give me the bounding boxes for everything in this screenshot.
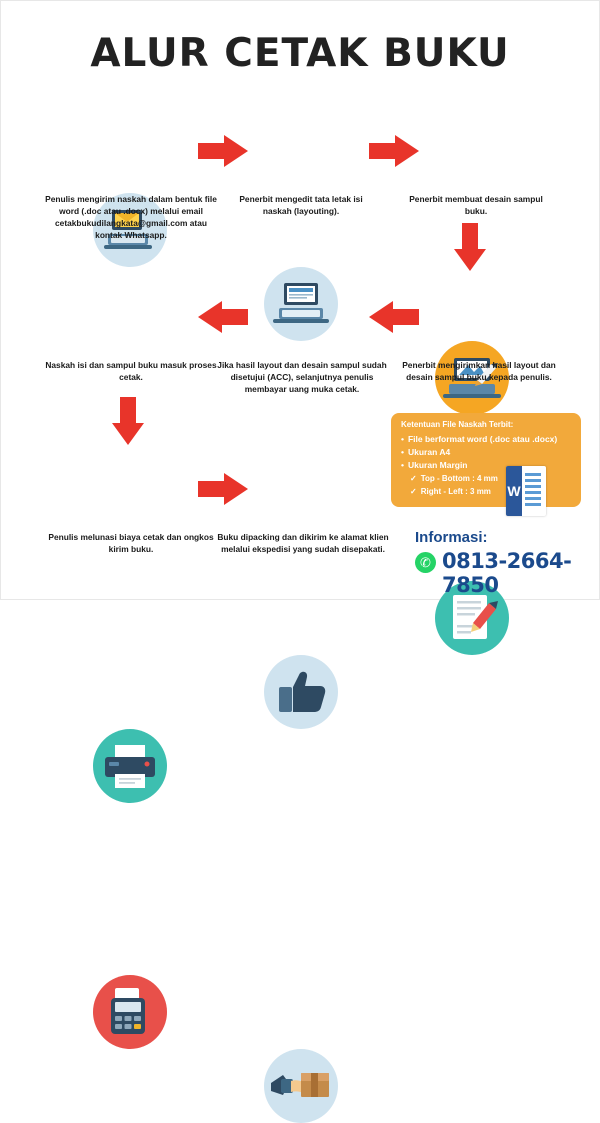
note-subitem: ✓ Right - Left : 3 mm xyxy=(410,487,491,496)
note-heading: Ketentuan File Naskah Terbit: xyxy=(401,420,514,429)
step-7-caption: Penulis melunasi biaya cetak dan ongkos kirim buku. xyxy=(48,532,214,554)
bullet-icon: • xyxy=(401,460,404,470)
step-1-caption: Penulis mengirim naskah dalam bentuk file word (.doc atau .docx) melalui email cetakbukudilangkata@gmail.com atau kontak Whatsapp. xyxy=(45,194,217,240)
arrow-left-1 xyxy=(369,301,421,337)
laptop-layout-icon xyxy=(270,280,332,328)
word-document-icon xyxy=(506,466,546,516)
arrow-right-3 xyxy=(198,473,250,509)
contact-phone[interactable]: 0813-2664-7850 xyxy=(442,549,572,597)
bullet-icon: • xyxy=(401,447,404,457)
step-4-caption: Penerbit mengirimkan hasil layout dan desain sampul buku kepada penulis. xyxy=(402,360,556,382)
printer-icon xyxy=(99,741,161,791)
page-title: ALUR CETAK BUKU xyxy=(90,31,510,76)
arrow-left-2 xyxy=(198,301,250,337)
contact-label: Informasi: xyxy=(415,529,488,546)
step-5-caption: Jika hasil layout dan desain sampul sudah disetujui (ACC), selanjutnya penulis membayar uang muka cetak. xyxy=(217,360,387,394)
note-item: • Ukuran Margin xyxy=(401,460,468,470)
check-icon: ✓ xyxy=(410,487,417,496)
step-6-caption: Naskah isi dan sampul buku masuk proses cetak. xyxy=(45,360,217,382)
note-item: • Ukuran A4 xyxy=(401,447,451,457)
step-5-icon-badge xyxy=(264,655,338,729)
whatsapp-icon[interactable]: ✆ xyxy=(415,552,436,573)
step-2-icon-badge xyxy=(264,267,338,341)
word-letter: W xyxy=(506,466,522,516)
doc-lines xyxy=(525,473,541,509)
step-7-icon-badge xyxy=(93,975,167,1049)
arrow-right-1 xyxy=(198,135,250,171)
check-icon: ✓ xyxy=(410,474,417,483)
step-2-caption: Penerbit mengedit tata letak isi naskah (layouting). xyxy=(239,194,363,216)
requirements-note xyxy=(391,413,581,507)
hand-package-delivery-icon xyxy=(269,1061,333,1111)
note-item: • File berformat word (.doc atau .docx) xyxy=(401,434,558,444)
arrow-down-2 xyxy=(112,397,148,447)
arrow-down-1 xyxy=(454,223,490,273)
step-6-icon-badge xyxy=(93,729,167,803)
card-payment-terminal-icon xyxy=(101,986,159,1038)
step-8-icon-badge xyxy=(264,1049,338,1123)
note-subitem: ✓ Top - Bottom : 4 mm xyxy=(410,474,498,483)
document-pen-icon xyxy=(443,591,501,645)
arrow-right-2 xyxy=(369,135,421,171)
step-3-caption: Penerbit membuat desain sampul buku. xyxy=(409,194,543,216)
step-8-caption: Buku dipacking dan dikirim ke alamat klien melalui ekspedisi yang sudah disepakati. xyxy=(217,532,389,554)
thumbs-up-icon xyxy=(273,667,329,717)
bullet-icon: • xyxy=(401,434,404,444)
